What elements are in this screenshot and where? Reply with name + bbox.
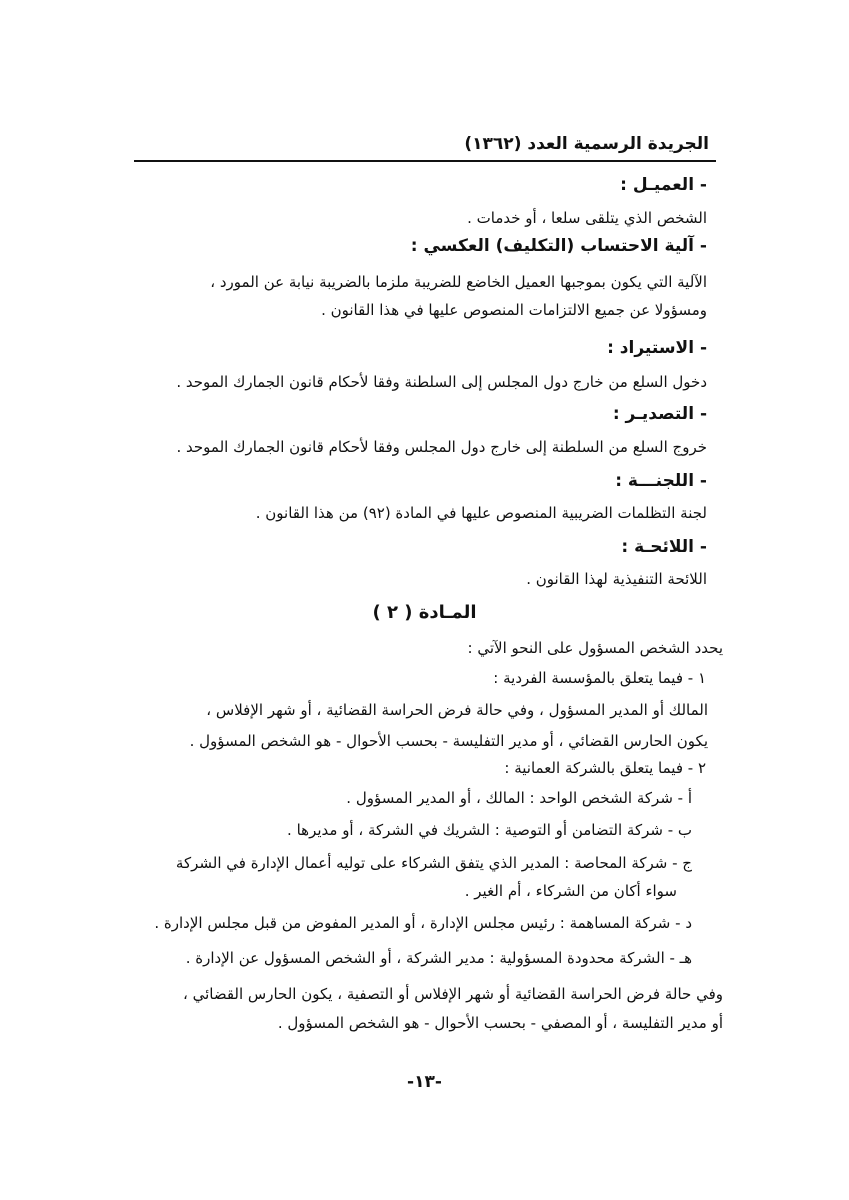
- definition-text: ومسؤولا عن جميع الالتزامات المنصوص عليها في هذا القانون .: [321, 301, 707, 319]
- article-subitem: د - شركة المساهمة : رئيس مجلس الإدارة ، أو المدير المفوض من قبل مجلس الإدارة .: [154, 914, 692, 932]
- article-subitem-continuation: سواء أكان من الشركاء ، أم الغير .: [464, 882, 677, 900]
- article-closing: وفي حالة فرض الحراسة القضائية أو شهر الإفلاس أو التصفية ، يكون الحارس القضائي ،: [182, 985, 723, 1003]
- article-heading: المـادة ( ٢ ): [372, 602, 477, 623]
- definition-term-reverse-charge: - آلية الاحتساب (التكليف) العكسي :: [410, 236, 707, 256]
- gazette-header-title: الجريدة الرسمية العدد (١٣٦٢): [464, 134, 709, 154]
- definition-text: دخول السلع من خارج دول المجلس إلى السلطنة وفقا لأحكام قانون الجمارك الموحد .: [176, 373, 707, 391]
- article-item-title: ٢ - فيما يتعلق بالشركة العمانية :: [504, 759, 706, 777]
- article-subitem: ب - شركة التضامن أو التوصية : الشريك في الشركة ، أو مديرها .: [287, 821, 692, 839]
- article-subitem: هـ - الشركة محدودة المسؤولية : مدير الشركة ، أو الشخص المسؤول عن الإدارة .: [185, 949, 692, 967]
- definition-term-customer: - العميـل :: [620, 175, 707, 195]
- definition-text: اللائحة التنفيذية لهذا القانون .: [526, 570, 707, 588]
- definition-term-export: - التصديـر :: [612, 404, 707, 424]
- article-item-title: ١ - فيما يتعلق بالمؤسسة الفردية :: [493, 669, 706, 687]
- definition-term-import: - الاستيراد :: [607, 338, 707, 358]
- article-intro: يحدد الشخص المسؤول على النحو الآتي :: [467, 639, 723, 657]
- article-subitem: أ - شركة الشخص الواحد : المالك ، أو المدير المسؤول .: [346, 789, 692, 807]
- article-closing: أو مدير التفليسة ، أو المصفي - بحسب الأحوال - هو الشخص المسؤول .: [277, 1014, 723, 1032]
- definition-term-regulation: - اللائحـة :: [621, 537, 707, 557]
- definition-text: الشخص الذي يتلقى سلعا ، أو خدمات .: [467, 209, 707, 227]
- definition-text: خروج السلع من السلطنة إلى خارج دول المجلس وفقا لأحكام قانون الجمارك الموحد .: [176, 438, 707, 456]
- definition-text: الآلية التي يكون بموجبها العميل الخاضع للضريبة ملزما بالضريبة نيابة عن المورد ،: [210, 273, 707, 291]
- page-number: -١٣-: [407, 1072, 442, 1092]
- article-subitem: ج - شركة المحاصة : المدير الذي يتفق الشركاء على توليه أعمال الإدارة في الشركة: [175, 854, 692, 872]
- definition-text: لجنة التظلمات الضريبية المنصوص عليها في المادة (٩٢) من هذا القانون .: [255, 504, 707, 522]
- header-divider: [134, 160, 716, 162]
- article-item-text: المالك أو المدير المسؤول ، وفي حالة فرض الحراسة القضائية ، أو شهر الإفلاس ،: [206, 701, 708, 719]
- article-item-text: يكون الحارس القضائي ، أو مدير التفليسة - بحسب الأحوال - هو الشخص المسؤول .: [189, 732, 708, 750]
- definition-term-committee: - اللجنـــة :: [615, 471, 707, 491]
